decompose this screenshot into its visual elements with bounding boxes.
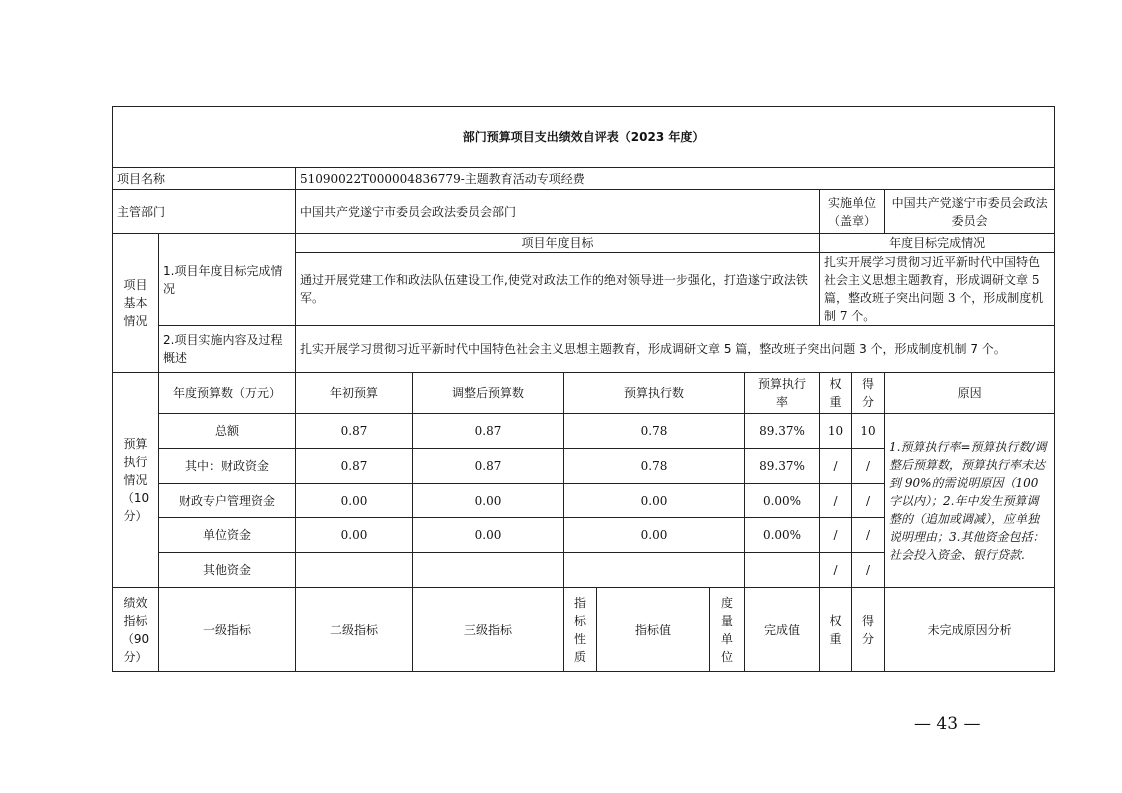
budget-label-line5: 分） — [123, 509, 148, 523]
indicator-nature-header — [564, 588, 597, 672]
level2-indicator-header: 二级指标 — [296, 588, 413, 672]
performance-group-label — [113, 588, 159, 672]
completed-value-header: 完成值 — [745, 588, 820, 672]
basic-info-label-line3: 情况 — [123, 314, 148, 328]
initial-budget-header: 年初预算 — [296, 373, 413, 414]
budget-label-line1: 预算 — [123, 437, 148, 451]
budget-row-name: 总额 — [159, 414, 296, 449]
measurement-unit-char: 度 — [720, 595, 733, 610]
measurement-unit-char: 量 — [720, 613, 733, 628]
budget-row-weight: 10 — [820, 414, 852, 449]
completion-header: 年度目标完成情况 — [820, 234, 1055, 253]
budget-row-name: 单位资金 — [159, 518, 296, 553]
measurement-unit-header — [710, 588, 745, 672]
budget-row-weight: / — [820, 518, 852, 553]
budget-row-initial — [296, 553, 413, 588]
budget-row-name: 财政专户管理资金 — [159, 484, 296, 518]
indicator-nature-char: 质 — [573, 649, 586, 664]
performance-label-line2: 指标 — [123, 613, 148, 628]
budget-label-line2: 执行 — [123, 455, 148, 469]
level1-indicator-header: 一级指标 — [159, 588, 296, 672]
score-header-line1: 得 — [861, 377, 874, 391]
budget-row-executed: 0.78 — [564, 414, 745, 449]
page-number: — 43 — — [914, 714, 981, 734]
indicator-value-header: 指标值 — [597, 588, 710, 672]
budget-row-weight: / — [820, 484, 852, 518]
budget-row-initial: 0.00 — [296, 484, 413, 518]
perf-score-char: 分 — [861, 631, 874, 646]
budget-row-rate: 0.00% — [745, 518, 820, 553]
budget-row-rate — [745, 553, 820, 588]
performance-label-line4: 分） — [123, 649, 148, 664]
score-header-line2: 分 — [861, 395, 874, 409]
budget-row-adjusted: 0.00 — [413, 518, 564, 553]
budget-row-name: 其他资金 — [159, 553, 296, 588]
budget-row-rate: 89.37% — [745, 449, 820, 484]
table-title: 部门预算项目支出绩效自评表（2023 年度） — [113, 107, 1055, 168]
perf-weight-char: 权 — [829, 613, 842, 628]
department-label: 主管部门 — [113, 190, 296, 234]
budget-row-weight: / — [820, 449, 852, 484]
incomplete-reason-header: 未完成原因分析 — [885, 588, 1055, 672]
budget-row-executed: 0.00 — [564, 484, 745, 518]
budget-row-initial: 0.87 — [296, 449, 413, 484]
annual-budget-header: 年度预算数（万元） — [159, 373, 296, 414]
annual-goal-header: 项目年度目标 — [296, 234, 820, 253]
indicator-nature-char: 标 — [573, 613, 586, 628]
basic-info-group-label — [113, 234, 159, 373]
budget-label-line3: 情况 — [123, 473, 148, 487]
execution-rate-header — [745, 373, 820, 414]
implementing-unit-value: 中国共产党遂宁市委员会政法委员会 — [885, 190, 1055, 234]
completion-text: 扎实开展学习贯彻习近平新时代中国特色社会主义思想主题教育，形成调研文章 5 篇，整改班子突出问题 3 个，形成制度机制 7 个。 — [820, 253, 1055, 326]
project-name-value: 51090022T000004836779-主题教育活动专项经费 — [296, 168, 1055, 190]
goal-completion-label: 1.项目年度目标完成情况 — [159, 234, 296, 326]
implementing-unit-label-line1: 实施单位 — [827, 195, 876, 210]
department-value: 中国共产党遂宁市委员会政法委员会部门 — [296, 190, 820, 234]
budget-row-rate: 89.37% — [745, 414, 820, 449]
execution-rate-header-line2: 率 — [775, 395, 788, 409]
indicator-nature-char: 指 — [573, 595, 586, 610]
project-name-label: 项目名称 — [113, 168, 296, 190]
implementation-label: 2.项目实施内容及过程概述 — [159, 326, 296, 373]
budget-row-executed: 0.78 — [564, 449, 745, 484]
budget-reason-note: 1.预算执行率=预算执行数/调整后预算数，预算执行率未达到 90%的需说明原因（100 字以内）；2.年中发生预算调整的（追加或调减），应单独说明理由；3.其他资金包括：社会投入资金、银行贷款. — [885, 414, 1055, 588]
annual-goal-text: 通过开展党建工作和政法队伍建设工作,使党对政法工作的绝对领导进一步强化，打造遂宁政法铁军。 — [296, 253, 820, 326]
weight-header-line2: 重 — [829, 395, 842, 409]
budget-row-score: / — [852, 449, 885, 484]
budget-row-adjusted: 0.00 — [413, 484, 564, 518]
budget-row-rate: 0.00% — [745, 484, 820, 518]
budget-row-score: / — [852, 553, 885, 588]
budget-row-initial: 0.00 — [296, 518, 413, 553]
budget-group-label — [113, 373, 159, 588]
budget-row-executed: 0.00 — [564, 518, 745, 553]
basic-info-label-line1: 项目 — [123, 278, 148, 292]
budget-row-adjusted: 0.87 — [413, 449, 564, 484]
implementing-unit-label — [820, 190, 885, 234]
executed-budget-header: 预算执行数 — [564, 373, 745, 414]
perf-score-char: 得 — [861, 613, 874, 628]
budget-row-adjusted — [413, 553, 564, 588]
performance-self-evaluation-table — [112, 106, 1055, 672]
level3-indicator-header: 三级指标 — [413, 588, 564, 672]
adjusted-budget-header: 调整后预算数 — [413, 373, 564, 414]
weight-header-line1: 权 — [829, 377, 842, 391]
budget-row-weight: / — [820, 553, 852, 588]
budget-label-line4: （10 — [121, 491, 150, 505]
weight-header — [820, 373, 852, 414]
performance-label-line3: （90 — [121, 631, 150, 646]
performance-label-line1: 绩效 — [123, 595, 148, 610]
budget-row-executed — [564, 553, 745, 588]
perf-weight-header — [820, 588, 852, 672]
measurement-unit-char: 位 — [720, 649, 733, 664]
budget-row-initial: 0.87 — [296, 414, 413, 449]
reason-header: 原因 — [885, 373, 1055, 414]
measurement-unit-char: 单 — [720, 631, 733, 646]
implementing-unit-label-line2: （盖章） — [827, 213, 876, 228]
budget-row-score: / — [852, 518, 885, 553]
budget-row-score: 10 — [852, 414, 885, 449]
implementation-text: 扎实开展学习贯彻习近平新时代中国特色社会主义思想主题教育，形成调研文章 5 篇，整改班子突出问题 3 个，形成制度机制 7 个。 — [296, 326, 1055, 373]
budget-row-score: / — [852, 484, 885, 518]
score-header — [852, 373, 885, 414]
budget-row-adjusted: 0.87 — [413, 414, 564, 449]
execution-rate-header-line1: 预算执行 — [757, 377, 806, 391]
perf-weight-char: 重 — [829, 631, 842, 646]
perf-score-header — [852, 588, 885, 672]
indicator-nature-char: 性 — [573, 631, 586, 646]
budget-row-name: 其中：财政资金 — [159, 449, 296, 484]
basic-info-label-line2: 基本 — [123, 296, 148, 310]
